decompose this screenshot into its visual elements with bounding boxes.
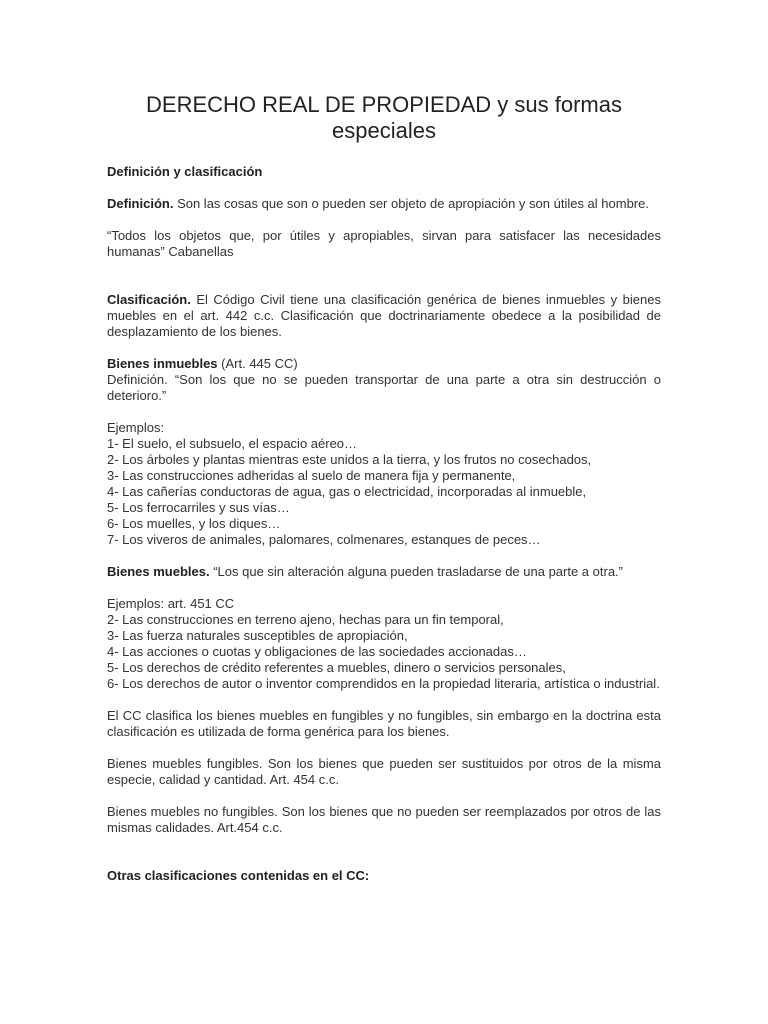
page-title xyxy=(107,92,661,144)
clasificacion-text: El Código Civil tiene una clasificación genérica de bienes inmuebles y bienes muebles en el art. 442 c.c. Clasificación que doctrinariamente obedece a la posibilidad de desplazamiento de los bienes. xyxy=(107,292,661,339)
muebles-examples-heading: Ejemplos: art. 451 CC xyxy=(107,596,235,611)
list-item: 3- Las construcciones adheridas al suelo de manera fija y permanente, xyxy=(107,468,516,483)
list-item: 4- Las acciones o cuotas y obligaciones de las sociedades accionadas… xyxy=(107,644,527,659)
inmuebles-label: Bienes inmuebles xyxy=(107,356,218,371)
muebles-label: Bienes muebles. xyxy=(107,564,210,579)
muebles-examples-list xyxy=(107,612,661,692)
list-item: 5- Los ferrocarriles y sus vías… xyxy=(107,500,290,515)
title-rest: y sus formas especiales xyxy=(332,92,622,143)
definicion-text: Son las cosas que son o pueden ser objeto de apropiación y son útiles al hombre. xyxy=(173,196,649,211)
title-main: DERECHO REAL DE PROPIEDAD xyxy=(146,92,492,117)
definicion-label: Definición. xyxy=(107,196,174,211)
list-item: 5- Los derechos de crédito referentes a muebles, dinero o servicios personales, xyxy=(107,660,566,675)
list-item: 4- Las cañerías conductoras de agua, gas o electricidad, incorporadas al inmueble, xyxy=(107,484,587,499)
clasificacion-paragraph xyxy=(107,292,661,340)
inmuebles-examples-list xyxy=(107,436,661,548)
list-item: 2- Las construcciones en terreno ajeno, hechas para un fin temporal, xyxy=(107,612,504,627)
definicion-paragraph xyxy=(107,196,661,212)
section-heading: Definición y clasificación xyxy=(107,164,263,179)
inmuebles-heading xyxy=(107,356,661,372)
muebles-paragraph xyxy=(107,564,661,580)
list-item: 2- Los árboles y plantas mientras este unidos a la tierra, y los frutos no cosechados, xyxy=(107,452,592,467)
clasificacion-label: Clasificación. xyxy=(107,292,191,307)
list-item: 7- Los viveros de animales, palomares, colmenares, estanques de peces… xyxy=(107,532,541,547)
list-item: 1- El suelo, el subsuelo, el espacio aéreo… xyxy=(107,436,358,451)
list-item: 3- Las fuerza naturales susceptibles de apropiación, xyxy=(107,628,408,643)
no-fungibles-paragraph: Bienes muebles no fungibles. Son los bienes que no pueden ser reemplazados por otros de las mismas calidades. Art.454 c.c. xyxy=(107,804,661,835)
list-item: 6- Los muelles, y los diques… xyxy=(107,516,281,531)
inmuebles-examples-heading: Ejemplos: xyxy=(107,420,165,435)
inmuebles-ref: (Art. 445 CC) xyxy=(217,356,298,371)
list-item: 6- Los derechos de autor o inventor comprendidos en la propiedad literaria, artística o industrial. xyxy=(107,676,660,691)
otras-clasificaciones-heading: Otras clasificaciones contenidas en el CC: xyxy=(107,868,370,883)
quote-paragraph: “Todos los objetos que, por útiles y apropiables, sirvan para satisfacer las necesidades humanas” Cabanellas xyxy=(107,228,661,259)
inmuebles-definition: Definición. “Son los que no se pueden transportar de una parte a otra sin destrucción o deterioro.” xyxy=(107,372,661,403)
fungibles-paragraph: Bienes muebles fungibles. Son los bienes que pueden ser sustituidos por otros de la misma especie, calidad y cantidad. Art. 454 c.c. xyxy=(107,756,661,787)
cc-clasifica-paragraph: El CC clasifica los bienes muebles en fungibles y no fungibles, sin embargo en la doctrina esta clasificación es utilizada de forma genérica para los bienes. xyxy=(107,708,661,739)
muebles-text: “Los que sin alteración alguna pueden trasladarse de una parte a otra.” xyxy=(209,564,623,579)
